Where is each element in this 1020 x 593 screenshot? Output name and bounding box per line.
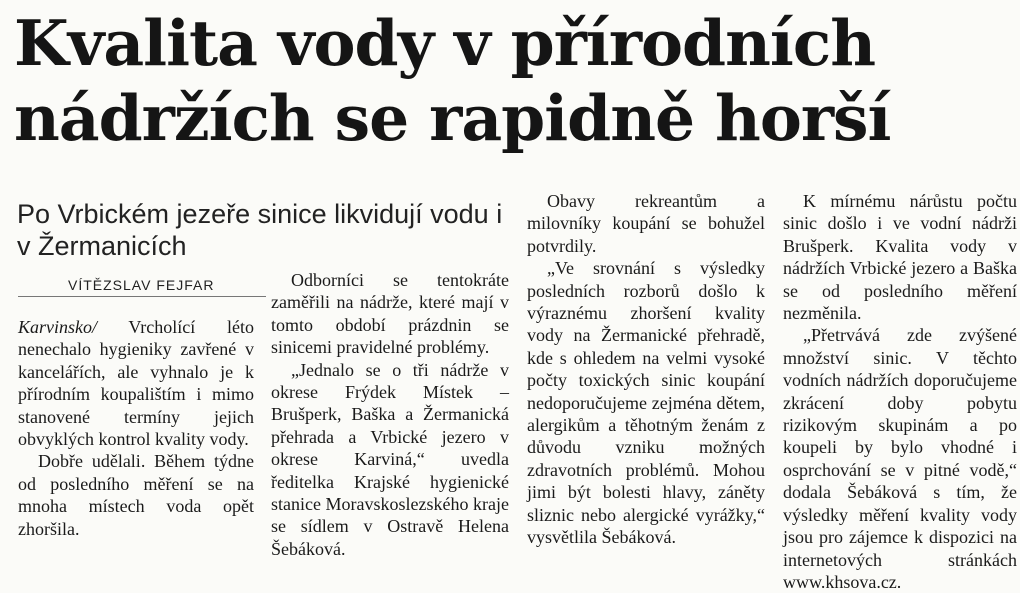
paragraph: „Přetrvává zde zvýšené množství sinic. V těchto vodních nádržích doporučujeme zkrácení doby pobytu rizikovým skupinám a po koupeli by bylo vhodné i osprchování se v pitné vodě,“ dodala Šebáková s tím, že výsledky měření kvality vody jsou pro zájemce k dispozici na internetových stránkách www.khsova.cz. bbox=[783, 325, 1017, 592]
article-column-4 bbox=[783, 190, 1017, 593]
paragraph: „Ve srovnání s výsledky posledních rozborů došlo k výraznému zhoršení kvality vody na Žermanické přehradě, kde s ohledem na velmi vysoké počty toxických sinic koupání nedoporučujeme zejména dětem, alergikům a těhotným ženám z důvodu vzniku možných zdravotních problémů. Mohou jimi být bolesti hlavy, záněty sliznic nebo alergické vyrážky,“ vysvětlila Šebáková. bbox=[527, 258, 765, 548]
paragraph: Dobře udělali. Během týdne od posledního měření se na mnoha místech voda opět zhoršila. bbox=[18, 451, 254, 539]
paragraph bbox=[18, 316, 254, 450]
article-column-3 bbox=[527, 190, 765, 549]
paragraph: K mírnému nárůstu počtu sinic došlo i ve vodní nádrži Brušperk. Kvalita vody v nádržích Vrbické jezero a Baška se od posledního měření nezměnila. bbox=[783, 191, 1017, 324]
article-column-1 bbox=[18, 316, 254, 540]
author-byline: VÍTĚZSLAV FEJFAR bbox=[18, 274, 266, 297]
headline-line-2: nádržích se rapidně horší bbox=[14, 81, 891, 155]
subheadline: Po Vrbickém jezeře sinice likvidují vodu i v Žermanicích bbox=[17, 199, 503, 261]
paragraph: Odborníci se tentokráte zaměřili na nádrže, které mají v tomto období prázdnin se sinicemi pravidelné problémy. bbox=[271, 270, 509, 358]
paragraph: „Jednalo se o tři nádrže v okrese Frýdek Místek – Brušperk, Baška a Žermanická přehrada a Vrbické jezero v okrese Karviná,“ uvedla ředitelka Krajské hygienické stanice Moravskoslezského kraje se sídlem v Ostravě Helena Šebáková. bbox=[271, 359, 509, 559]
headline bbox=[14, 6, 1014, 156]
dateline-place: Karvinsko/ bbox=[18, 317, 97, 337]
paragraph-text: Vrcholící léto nenechalo hygieniky zavřené v kancelářích, ale vyhnalo je k přírodním koupalištím i mimo stanovené termíny jejich obvyklých kontrol kvality vody. bbox=[18, 317, 254, 450]
paragraph: Obavy rekreantům a milovníky koupání se bohužel potvrdily. bbox=[527, 191, 765, 256]
article-column-2 bbox=[271, 269, 509, 560]
headline-line-1: Kvalita vody v přírodních bbox=[14, 6, 875, 80]
